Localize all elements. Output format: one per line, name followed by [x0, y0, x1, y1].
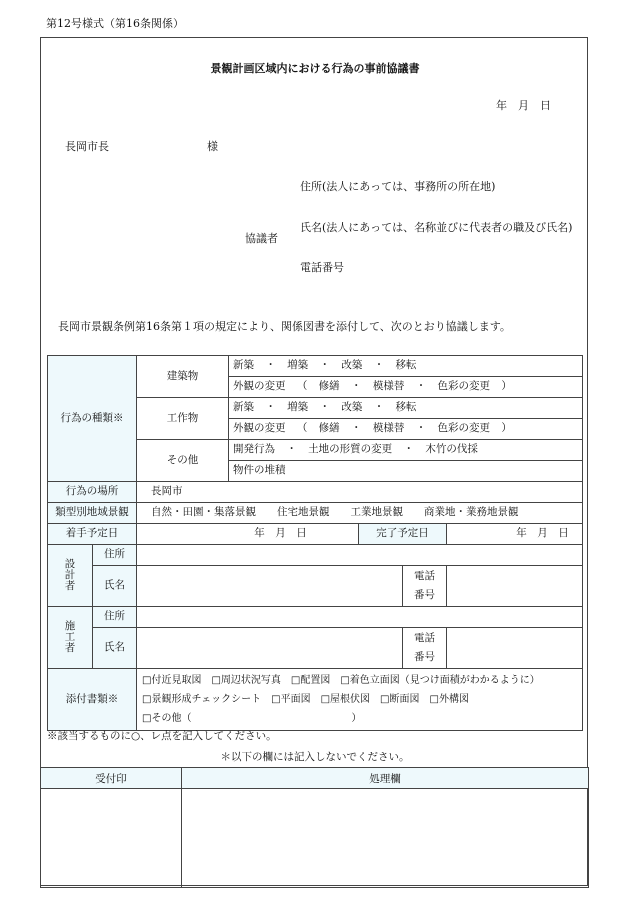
- form-title: 景観計画区域内における行為の事前協議書: [210, 62, 420, 75]
- office-use-table: [40, 767, 589, 888]
- applicant-label: 協議者: [245, 232, 278, 245]
- designer-name-field[interactable]: [137, 566, 403, 607]
- office-use-notice: ＊以下の欄には記入しないでください。: [220, 751, 410, 763]
- attachments-label: 添付書類※: [48, 669, 137, 731]
- contractor-phone-label-1: 電話: [414, 632, 435, 644]
- start-date-label: 着手予定日: [48, 524, 137, 545]
- other-label: その他: [137, 440, 229, 482]
- form-number: 第12号様式（第16条関係）: [46, 17, 184, 30]
- end-date-label: 完了予定日: [359, 524, 447, 545]
- processing-label: 処理欄: [182, 768, 589, 789]
- contractor-phone-field[interactable]: [447, 628, 583, 669]
- receipt-stamp-label: 受付印: [41, 768, 182, 789]
- applicant-address-field[interactable]: 住所(法人にあっては、事務所の所在地): [300, 180, 496, 193]
- attachments-options[interactable]: [137, 669, 583, 731]
- attachments-line-2[interactable]: □景観形成チェックシート □平面図 □屋根伏図 □断面図 □外構図: [142, 694, 469, 705]
- contractor-label: [48, 607, 93, 669]
- building-label: 建築物: [137, 356, 229, 398]
- designer-label: [48, 545, 93, 607]
- contractor-address-field[interactable]: [137, 607, 583, 628]
- location-label: 行為の場所: [48, 482, 137, 503]
- landscape-type-label: 類型別地域景観: [48, 503, 137, 524]
- location-field[interactable]: 長岡市: [137, 482, 583, 503]
- attachments-line-1[interactable]: □付近見取図 □周辺状況写真 □配置図 □着色立面図（見つけ面積がわかるように）: [142, 675, 540, 686]
- designer-phone-label-1: 電話: [414, 570, 435, 582]
- structure-option-new[interactable]: 新築 ・ 増築 ・ 改築 ・ 移転: [229, 398, 583, 419]
- end-date-field[interactable]: 年 月 日: [447, 524, 583, 545]
- building-option-exterior[interactable]: 外観の変更 （ 修繕 ・ 模様替 ・ 色彩の変更 ）: [229, 377, 583, 398]
- designer-phone-label-2: 番号: [414, 589, 435, 601]
- start-date-field[interactable]: 年 月 日: [137, 524, 359, 545]
- processing-area: [182, 789, 589, 888]
- other-option-development[interactable]: 開発行為 ・ 土地の形質の変更 ・ 木竹の伐採: [229, 440, 583, 461]
- addressee: 長岡市長: [65, 140, 109, 153]
- other-option-stockpile[interactable]: 物件の堆積: [229, 461, 583, 482]
- contractor-name-field[interactable]: [137, 628, 403, 669]
- note-text: ※該当するものに○、レ点を記入してください。: [47, 730, 277, 742]
- applicant-name-field[interactable]: 氏名(法人にあっては、名称並びに代表者の職及び氏名): [300, 221, 573, 234]
- act-type-label: 行為の種類※: [48, 356, 137, 482]
- contractor-phone-label-2: 番号: [414, 651, 435, 663]
- contractor-name-label: 氏名: [93, 628, 137, 669]
- building-option-new[interactable]: 新築 ・ 増築 ・ 改築 ・ 移転: [229, 356, 583, 377]
- honorific: 様: [207, 140, 218, 153]
- designer-phone-field[interactable]: [447, 566, 583, 607]
- contractor-phone-label: [403, 628, 447, 669]
- submission-date[interactable]: 年 月 日: [496, 99, 551, 112]
- structure-option-exterior[interactable]: 外観の変更 （ 修繕 ・ 模様替 ・ 色彩の変更 ）: [229, 419, 583, 440]
- designer-address-label: 住所: [93, 545, 137, 566]
- statement-text: 長岡市景観条例第16条第１項の規定により、関係図書を添付して、次のとおり協議します。: [58, 320, 511, 333]
- applicant-phone-field[interactable]: 電話番号: [300, 261, 344, 274]
- structure-label: 工作物: [137, 398, 229, 440]
- contractor-label-text: 施 工 者: [64, 619, 76, 654]
- designer-phone-label: [403, 566, 447, 607]
- designer-name-label: 氏名: [93, 566, 137, 607]
- contractor-address-label: 住所: [93, 607, 137, 628]
- receipt-stamp-area: [41, 789, 182, 888]
- attachments-line-3[interactable]: □その他（ ）: [142, 713, 362, 724]
- designer-address-field[interactable]: [137, 545, 583, 566]
- landscape-type-options[interactable]: 自然・田園・集落景観 住宅地景観 工業地景観 商業地・業務地景観: [137, 503, 583, 524]
- designer-label-text: 設 計 者: [64, 557, 76, 592]
- application-table: [47, 355, 583, 731]
